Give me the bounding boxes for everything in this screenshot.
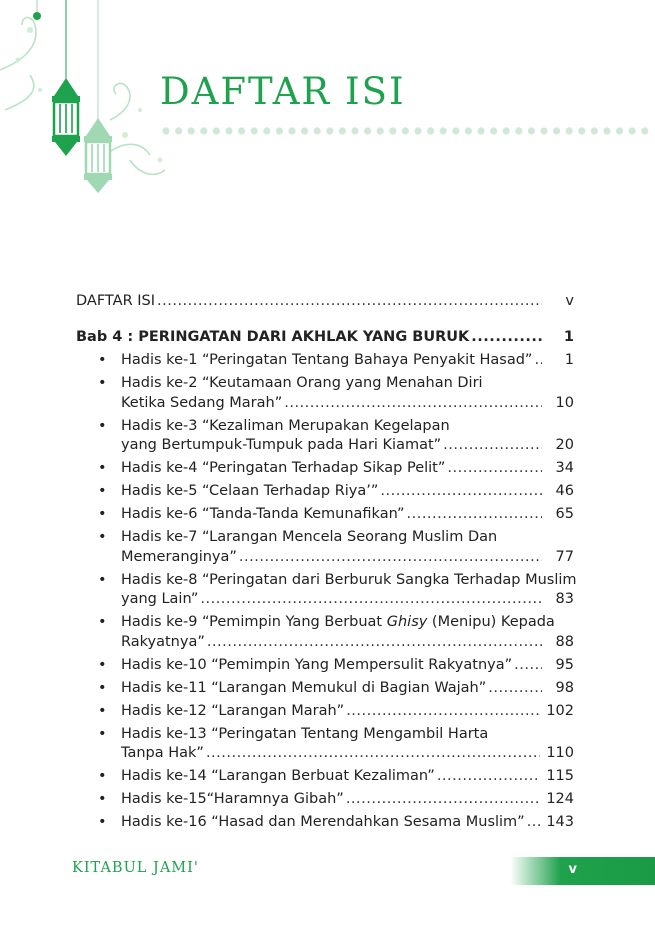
toc-item[interactable] — [76, 459, 574, 479]
divider-dot — [553, 127, 560, 134]
divider-dot — [175, 127, 182, 134]
toc-item-line — [121, 590, 574, 610]
divider-dot — [162, 127, 169, 134]
bullet-icon: • — [98, 483, 107, 499]
bullet-icon: • — [98, 506, 107, 522]
dot-leader — [443, 436, 542, 456]
dot-leader — [239, 548, 542, 568]
toc-page-number: 124 — [546, 791, 574, 807]
dot-leader — [380, 482, 542, 502]
bullet-icon: • — [98, 417, 107, 434]
toc-item[interactable] — [76, 656, 574, 676]
divider-dot — [402, 127, 409, 134]
divider-dot — [263, 127, 270, 134]
toc-item[interactable] — [76, 813, 574, 833]
toc-entry-label: DAFTAR ISI — [76, 293, 156, 309]
toc-item-line — [121, 528, 574, 548]
toc-item-line — [121, 482, 574, 502]
toc-item-text: Hadis ke-4 “Peringatan Terhadap Sikap Pelit” — [121, 460, 446, 476]
divider-dot — [251, 127, 258, 134]
toc-item-line — [121, 571, 577, 591]
toc-item[interactable] — [76, 374, 574, 413]
bullet-icon: • — [98, 352, 107, 368]
toc-item-text: Tanpa Hak” — [121, 745, 204, 761]
divider-dot — [276, 127, 283, 134]
dot-leader — [200, 590, 542, 610]
toc-item-line — [121, 351, 574, 371]
toc-page-number: v — [565, 293, 574, 309]
divider-dot — [188, 127, 195, 134]
bullet-icon: • — [98, 656, 107, 673]
divider-dot — [314, 127, 321, 134]
toc-item[interactable] — [76, 571, 577, 610]
toc-page-number: 83 — [555, 591, 574, 607]
bullet-icon: • — [98, 702, 107, 719]
page-number-tab — [510, 857, 655, 885]
toc-item[interactable] — [76, 505, 574, 525]
divider-dot — [603, 127, 610, 134]
toc-item-text: Rakyatnya” — [121, 633, 205, 650]
toc-item-text: Hadis ke-7 “Larangan Mencela Seorang Muslim Dan — [121, 529, 498, 545]
toc-item-text: Hadis ke-3 “Kezaliman Merupakan Kegelapan — [121, 417, 450, 434]
toc-item[interactable] — [76, 351, 574, 371]
toc-page-number: 1 — [564, 352, 574, 368]
divider-dot — [351, 127, 358, 134]
bullet-icon: • — [98, 791, 107, 807]
toc-item-text: Hadis ke-10 “Pemimpin Yang Mempersulit Rakyatnya” — [121, 656, 513, 673]
divider-dot — [629, 127, 636, 134]
bullet-icon: • — [98, 679, 107, 696]
toc-item-text: Hadis ke-16 “Hasad dan Merendahkan Sesama Muslim” — [121, 814, 525, 830]
divider-dot — [200, 127, 207, 134]
divider-dot — [616, 127, 623, 134]
toc-item-line — [121, 374, 574, 394]
toc-item-line — [121, 744, 574, 764]
bullet-icon: • — [98, 460, 107, 476]
divider-dot — [465, 127, 472, 134]
toc-item-line — [121, 613, 574, 633]
toc-page-number: 77 — [555, 548, 574, 565]
dot-leader — [514, 656, 542, 676]
toc-item-text: Hadis ke-1 “Peringatan Tentang Bahaya Penyakit Hasad” — [121, 352, 533, 368]
toc-page-number: 110 — [546, 745, 574, 761]
divider-dot — [566, 127, 573, 134]
toc-page-number: 65 — [555, 506, 574, 522]
toc-item[interactable] — [76, 702, 574, 722]
toc-page-number: 10 — [555, 394, 574, 411]
divider-dot — [364, 127, 371, 134]
dot-leader — [157, 292, 542, 312]
toc-item[interactable] — [76, 767, 574, 787]
divider-dot — [326, 127, 333, 134]
divider-dot — [477, 127, 484, 134]
toc-item-line — [121, 790, 574, 810]
divider-dot — [414, 127, 421, 134]
page-number: v — [568, 862, 577, 877]
toc-item-line — [121, 548, 574, 568]
footer-book-title: KITABUL JAMI' — [72, 860, 199, 876]
toc-item-text: Hadis ke-8 “Peringatan dari Berburuk Sangka Terhadap Muslim — [121, 571, 577, 588]
page-title: DAFTAR ISI — [160, 70, 406, 113]
toc-item-line — [121, 813, 574, 833]
toc-item-line — [121, 702, 574, 722]
divider-dot — [515, 127, 522, 134]
toc-item[interactable] — [76, 417, 574, 456]
divider-dot — [225, 127, 232, 134]
toc-item-text: Ketika Sedang Marah” — [121, 394, 283, 411]
bullet-icon: • — [98, 768, 107, 784]
toc-item-text: yang Lain” — [121, 591, 199, 607]
toc-item-text: Hadis ke-2 “Keutamaan Orang yang Menahan Diri — [121, 375, 483, 391]
toc-page-number: 20 — [555, 437, 574, 453]
toc-item-text: Hadis ke-11 “Larangan Memukul di Bagian Wajah” — [121, 679, 487, 696]
dot-leader — [534, 351, 542, 371]
divider-dot — [591, 127, 598, 134]
toc-item[interactable] — [76, 482, 574, 502]
toc-item-line — [121, 679, 574, 699]
toc-item-line — [121, 767, 574, 787]
toc-item[interactable] — [76, 613, 574, 652]
dot-leader — [346, 790, 540, 810]
toc-item-text: Hadis ke-12 “Larangan Marah” — [121, 702, 345, 719]
dot-leader — [206, 744, 540, 764]
toc-item[interactable] — [76, 790, 574, 810]
bullet-icon: • — [98, 614, 107, 630]
toc-item-line — [121, 436, 574, 456]
divider-dot — [301, 127, 308, 134]
toc-item-text: Hadis ke-6 “Tanda-Tanda Kemunafikan” — [121, 506, 405, 522]
bullet-icon: • — [98, 725, 107, 742]
toc-item[interactable] — [76, 528, 574, 567]
dot-leader — [437, 767, 540, 787]
toc-item-text: Memeranginya” — [121, 548, 237, 565]
toc-item-line — [121, 505, 574, 525]
bullet-icon: • — [98, 571, 107, 588]
toc-item-text: Hadis ke-14 “Larangan Berbuat Kezaliman” — [121, 768, 435, 784]
divider-dot — [238, 127, 245, 134]
bullet-icon: • — [98, 814, 107, 830]
divider-dot — [389, 127, 396, 134]
toc-page-number: 88 — [555, 633, 574, 650]
toc-page-number: 46 — [555, 483, 574, 499]
toc-item-line — [121, 459, 574, 479]
divider-dot — [540, 127, 547, 134]
toc-item-text: Hadis ke-13 “Peringatan Tentang Mengambil Harta — [121, 725, 489, 742]
toc-item[interactable] — [76, 679, 574, 699]
divider-dot — [452, 127, 459, 134]
toc-item-list — [76, 351, 577, 833]
dot-leader — [527, 813, 541, 833]
bullet-icon: • — [98, 529, 107, 545]
dot-leader — [207, 633, 542, 653]
toc-item[interactable] — [76, 725, 574, 764]
toc-page-number: 95 — [555, 656, 574, 673]
dot-leader — [471, 328, 542, 348]
table-of-contents — [76, 292, 577, 836]
dot-leader — [447, 459, 542, 479]
toc-item-text: Hadis ke-15“Haramnya Gibah” — [121, 791, 344, 807]
dot-leader — [346, 702, 540, 722]
toc-item-text: Hadis ke-9 “Pemimpin Yang Berbuat Ghisy (Menipu) Kepada — [121, 614, 555, 630]
divider-dot — [427, 127, 434, 134]
divider-dot — [578, 127, 585, 134]
divider-dot — [339, 127, 346, 134]
toc-entry-daftar-isi[interactable] — [76, 292, 574, 312]
toc-item-text: Hadis ke-5 “Celaan Terhadap Riya’” — [121, 483, 379, 499]
toc-item-line — [121, 394, 574, 414]
dot-leader — [407, 505, 543, 525]
dotted-divider — [160, 125, 655, 137]
toc-item-line — [121, 725, 574, 745]
divider-dot — [440, 127, 447, 134]
dot-leader — [488, 679, 542, 699]
toc-page-number: 102 — [546, 702, 574, 719]
bullet-icon: • — [98, 375, 107, 391]
dot-leader — [284, 394, 542, 414]
divider-dot — [503, 127, 510, 134]
divider-dot — [213, 127, 220, 134]
divider-dot — [641, 127, 648, 134]
divider-dot — [490, 127, 497, 134]
toc-chapter-heading[interactable] — [76, 328, 574, 348]
toc-item-line — [121, 633, 574, 653]
divider-dot — [528, 127, 535, 134]
toc-item-text: yang Bertumpuk-Tumpuk pada Hari Kiamat” — [121, 437, 442, 453]
toc-page-number: 98 — [555, 679, 574, 696]
toc-page-number: 115 — [546, 768, 574, 784]
divider-dot — [288, 127, 295, 134]
toc-page-number: 34 — [555, 460, 574, 476]
toc-page-number: 1 — [563, 328, 574, 345]
chapter-label: Bab 4 : PERINGATAN DARI AKHLAK YANG BURUK — [76, 328, 470, 345]
toc-page-number: 143 — [546, 814, 574, 830]
toc-item-line — [121, 656, 574, 676]
toc-item-line — [121, 417, 574, 437]
divider-dot — [377, 127, 384, 134]
